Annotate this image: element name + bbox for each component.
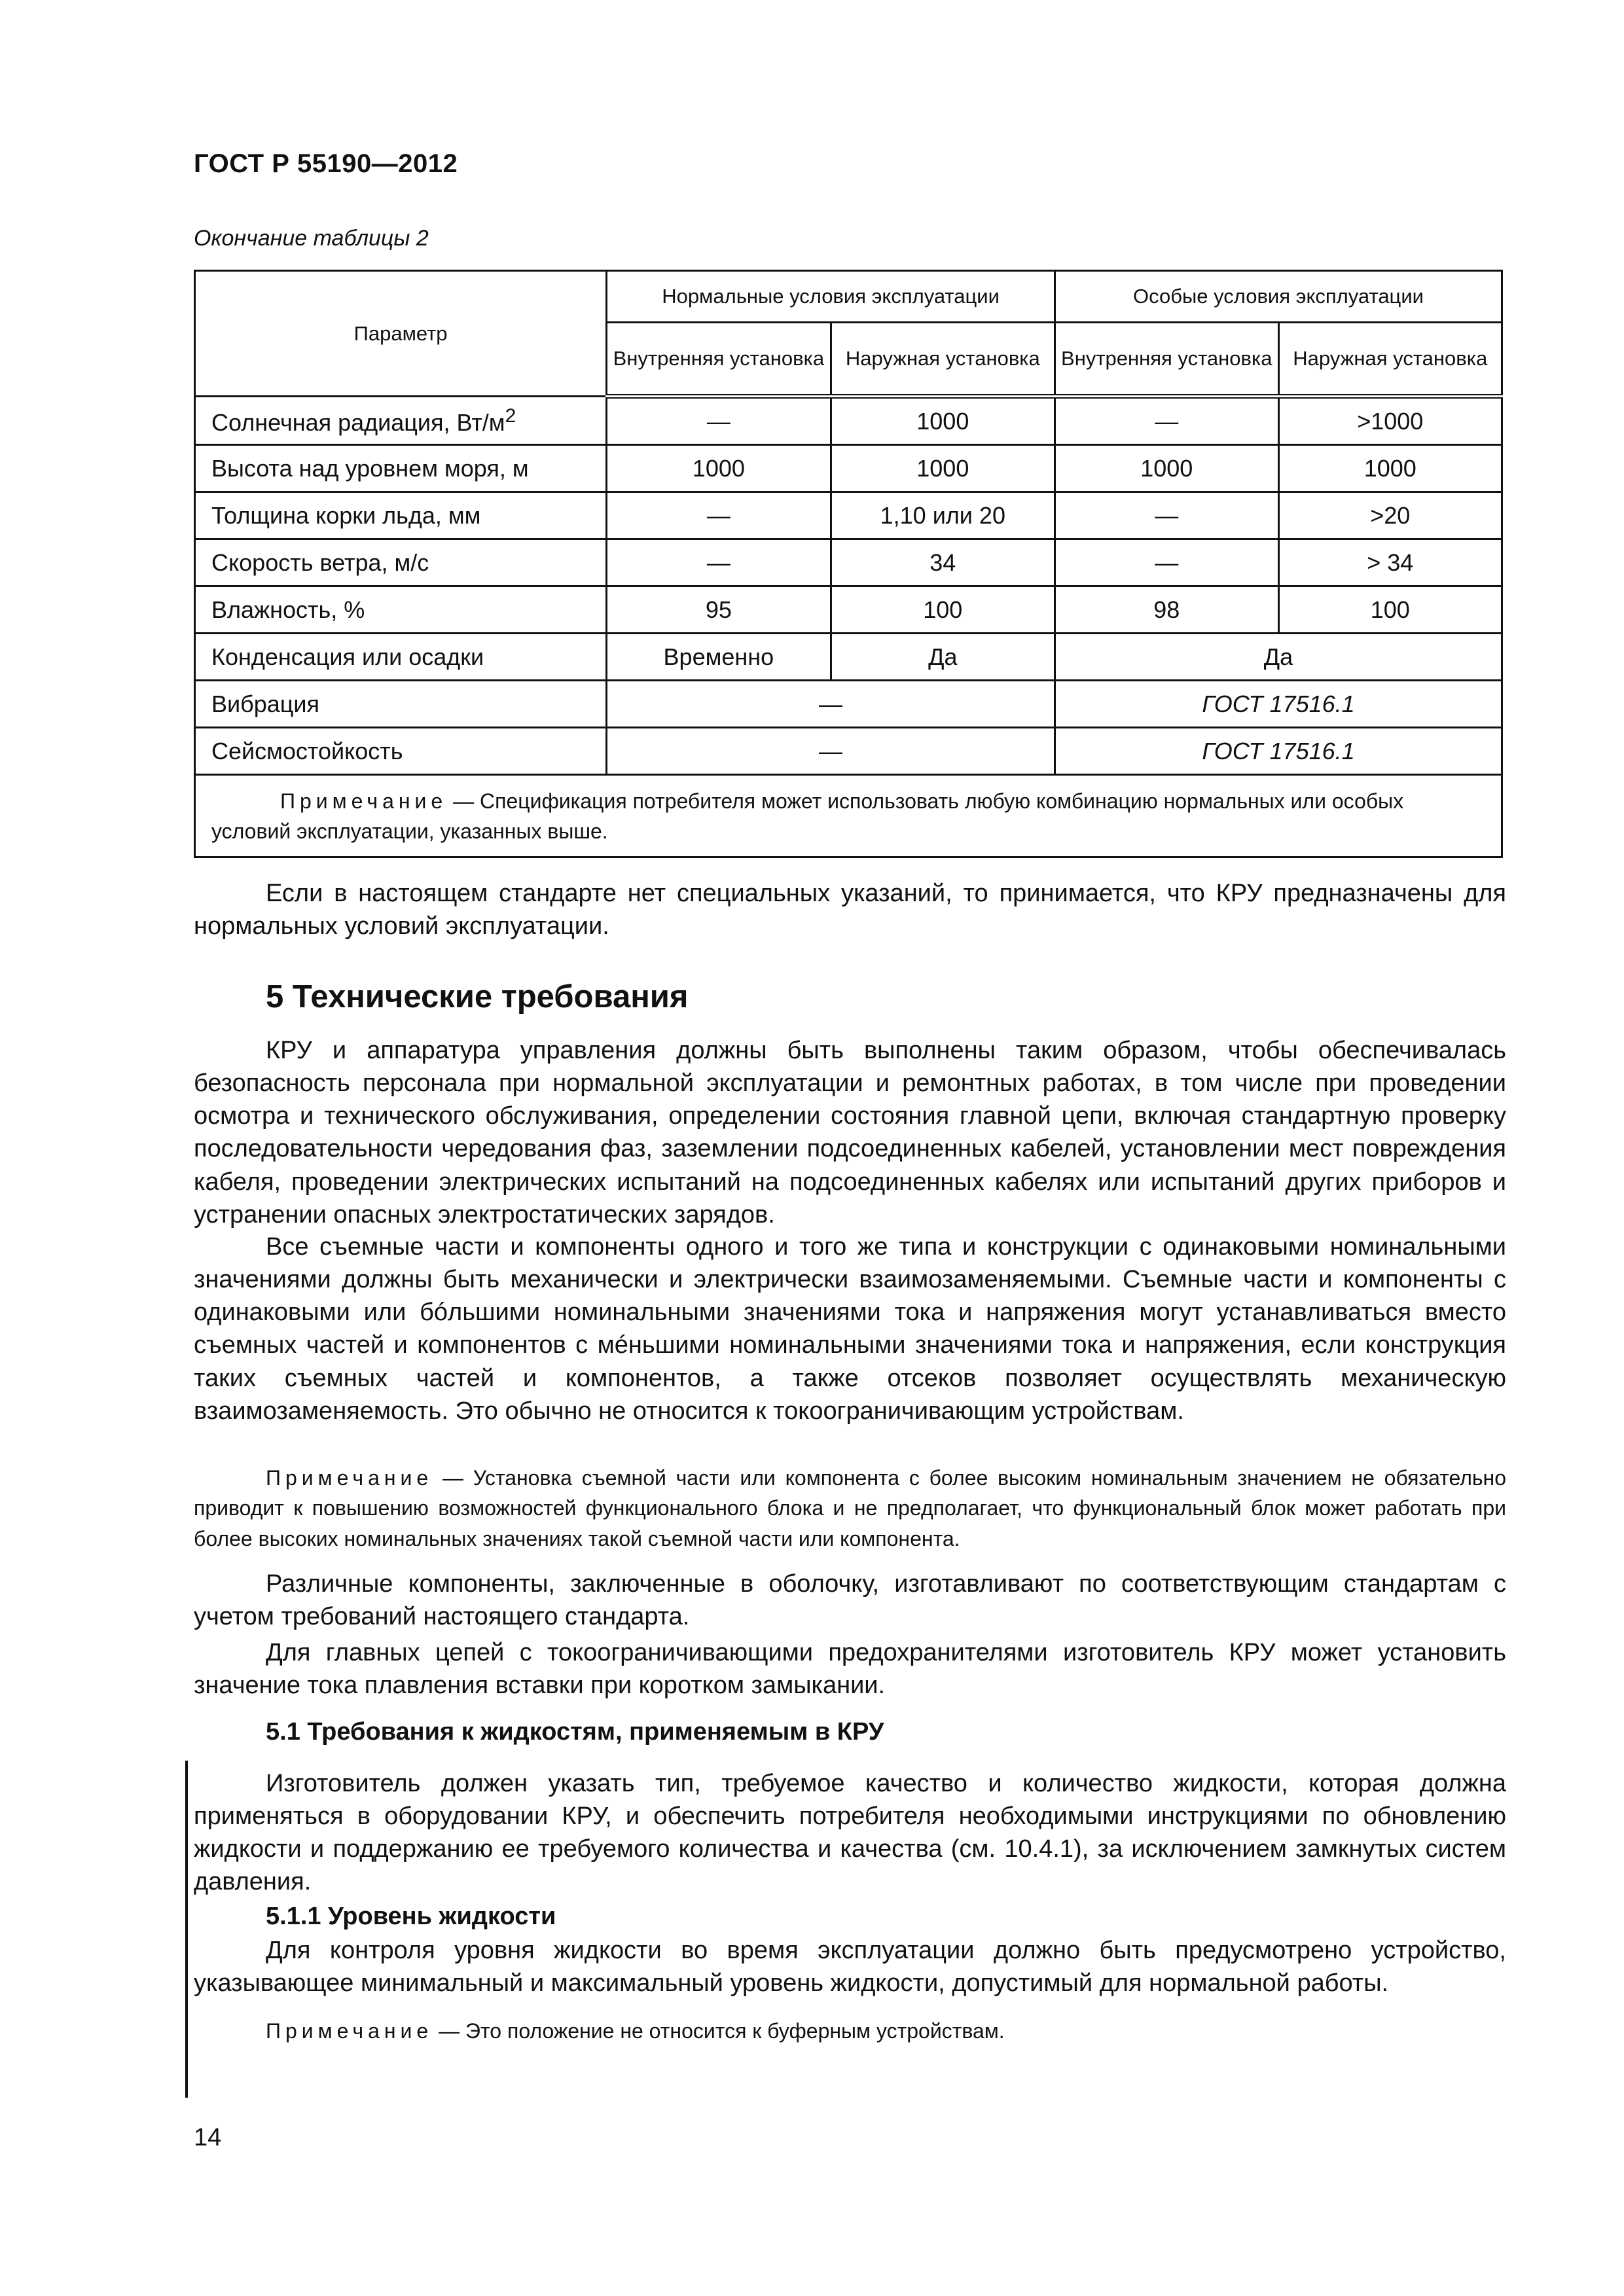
cell: — <box>1055 539 1279 586</box>
table-row-humidity <box>195 586 1502 634</box>
section-5-title: 5 Технические требования <box>266 979 689 1014</box>
cell: — <box>607 681 1055 728</box>
cell: 34 <box>831 539 1055 586</box>
table-note <box>195 775 1502 857</box>
row-label: Скорость ветра, м/с <box>195 539 607 586</box>
cell: 1000 <box>1055 445 1279 492</box>
row-label: Сейсмостойкость <box>195 728 607 775</box>
section-5-1-1-title: 5.1.1 Уровень жидкости <box>266 1903 556 1930</box>
row-label: Влажность, % <box>195 586 607 634</box>
paragraph: Различные компоненты, заключенные в оболочку, изготавливают по соответствующим стандартам с учетом требований настоящего стандарта. <box>194 1570 1506 1631</box>
cell: 100 <box>1278 586 1502 634</box>
row-label: Конденсация или осадки <box>195 634 607 681</box>
cell: > 34 <box>1278 539 1502 586</box>
row-label: Солнечная радиация, $Вт/м^2$ <box>195 397 607 445</box>
cell: 1,10 или 20 <box>831 492 1055 539</box>
table-row-condensation <box>195 634 1502 681</box>
standard-header: ГОСТ Р 55190—2012 <box>194 149 458 178</box>
param-column-header: Параметр <box>195 271 607 397</box>
special-conditions-header: Особые условия эксплуатации <box>1055 271 1502 323</box>
row-label: Вибрация <box>195 681 607 728</box>
paragraph: Все съемные части и компоненты одного и того же типа и конструкции с одинаковыми номинальными значениями должны быть механически и электрически взаимозаменяемыми. Съемные части и компоненты с одинаковыми или бóльшими номинальными значениями тока и напряжения могут устанавливаться вместо съемных частей и компонентов с мéньшими номинальными значениями тока и напряжения, если конструкция таких съемных частей и компонентов, а также отсеков позволяет осуществлять механическую взаимозаменяемость. Это обычно не относится к токоограничивающим устройствам. <box>194 1233 1506 1425</box>
section-5-1-title: 5.1 Требования к жидкостям, применяемым в КРУ <box>266 1718 884 1746</box>
cell: — <box>607 492 831 539</box>
paragraph: Для контроля уровня жидкости во время эксплуатации должно быть предусмотрено устройство, указывающее минимальный и максимальный уровень жидкости, допустимый для нормальной работы. <box>194 1937 1506 1998</box>
table-caption: Окончание таблицы 2 <box>194 226 429 251</box>
cell: 1000 <box>607 445 831 492</box>
paragraph: Изготовитель должен указать тип, требуемое качество и количество жидкости, которая должна применяться в оборудовании КРУ, и обеспечить потребителя необходимыми инструкциями по обновлению жидкости и поддержанию ее требуемого количества и качества (см. 10.4.1), за исключением замкнутых систем давления. <box>194 1770 1506 1896</box>
cell: 95 <box>607 586 831 634</box>
cell: — <box>1055 492 1279 539</box>
table-note-row <box>195 775 1502 857</box>
cell: — <box>607 539 831 586</box>
cell: >1000 <box>1278 397 1502 445</box>
paragraph-after-table: Если в настоящем стандарте нет специальных указаний, то принимается, что КРУ предназначены для нормальных условий эксплуатации. <box>194 880 1506 941</box>
table-row-solar <box>195 397 1502 445</box>
cell: Временно <box>607 634 831 681</box>
table-row-seismic <box>195 728 1502 775</box>
special-indoor-header: Внутренняя установка <box>1055 323 1279 397</box>
cell: >20 <box>1278 492 1502 539</box>
cell: 1000 <box>1278 445 1502 492</box>
cell: — <box>1055 397 1279 445</box>
normal-indoor-header: Внутренняя установка <box>607 323 831 397</box>
row-label: Высота над уровнем моря, м <box>195 445 607 492</box>
cell: — <box>607 728 1055 775</box>
special-outdoor-header: Наружная установка <box>1278 323 1502 397</box>
normal-conditions-header: Нормальные условия эксплуатации <box>607 271 1055 323</box>
paragraph: Для главных цепей с токоограничивающими предохранителями изготовитель КРУ может установить значение тока плавления вставки при коротком замыкании. <box>194 1639 1506 1700</box>
note-text: — Спецификация потребителя может использовать любую комбинацию нормальных или особых условий эксплуатации, указанных выше. <box>211 789 1404 844</box>
note: Примечание — Это положение не относится к буферным устройствам. <box>266 2019 1005 2043</box>
cell: 1000 <box>831 445 1055 492</box>
table-row-altitude <box>195 445 1502 492</box>
table-row-vibration <box>195 681 1502 728</box>
change-bar <box>185 1761 188 2098</box>
note: Примечание — Установка съемной части или компонента с более высоким номинальным значением не обязательно приводит к повышению возможностей функционального блока и не предполагает, что функциональный блок может работать при более высоких номинальных значениях такой съемной части или компонента. <box>194 1466 1506 1551</box>
cell: 100 <box>831 586 1055 634</box>
paragraph: КРУ и аппаратура управления должны быть выполнены таким образом, чтобы обеспечивалась безопасность персонала при нормальной эксплуатации и ремонтных работах, в том числе при проведении осмотра и технического обслуживания, определении состояния главной цепи, включая стандартную проверку последовательности чередования фаз, заземлении подсоединенных кабелей, установлении мест повреждения кабеля, проведении электрических испытаний на подсоединенных кабелях или испытаний других приборов и устранении опасных электростатических зарядов. <box>194 1037 1506 1229</box>
cell: 1000 <box>831 397 1055 445</box>
cell: — <box>607 397 831 445</box>
cell: Да <box>1055 634 1502 681</box>
cell: ГОСТ 17516.1 <box>1055 681 1502 728</box>
page-number: 14 <box>194 2124 222 2151</box>
row-label: Толщина корки льда, мм <box>195 492 607 539</box>
table-row-ice <box>195 492 1502 539</box>
normal-outdoor-header: Наружная установка <box>831 323 1055 397</box>
cell: Да <box>831 634 1055 681</box>
parameters-table <box>194 270 1503 858</box>
cell: 98 <box>1055 586 1279 634</box>
cell: ГОСТ 17516.1 <box>1055 728 1502 775</box>
table-row-wind <box>195 539 1502 586</box>
note-label: Примечание <box>280 789 448 813</box>
